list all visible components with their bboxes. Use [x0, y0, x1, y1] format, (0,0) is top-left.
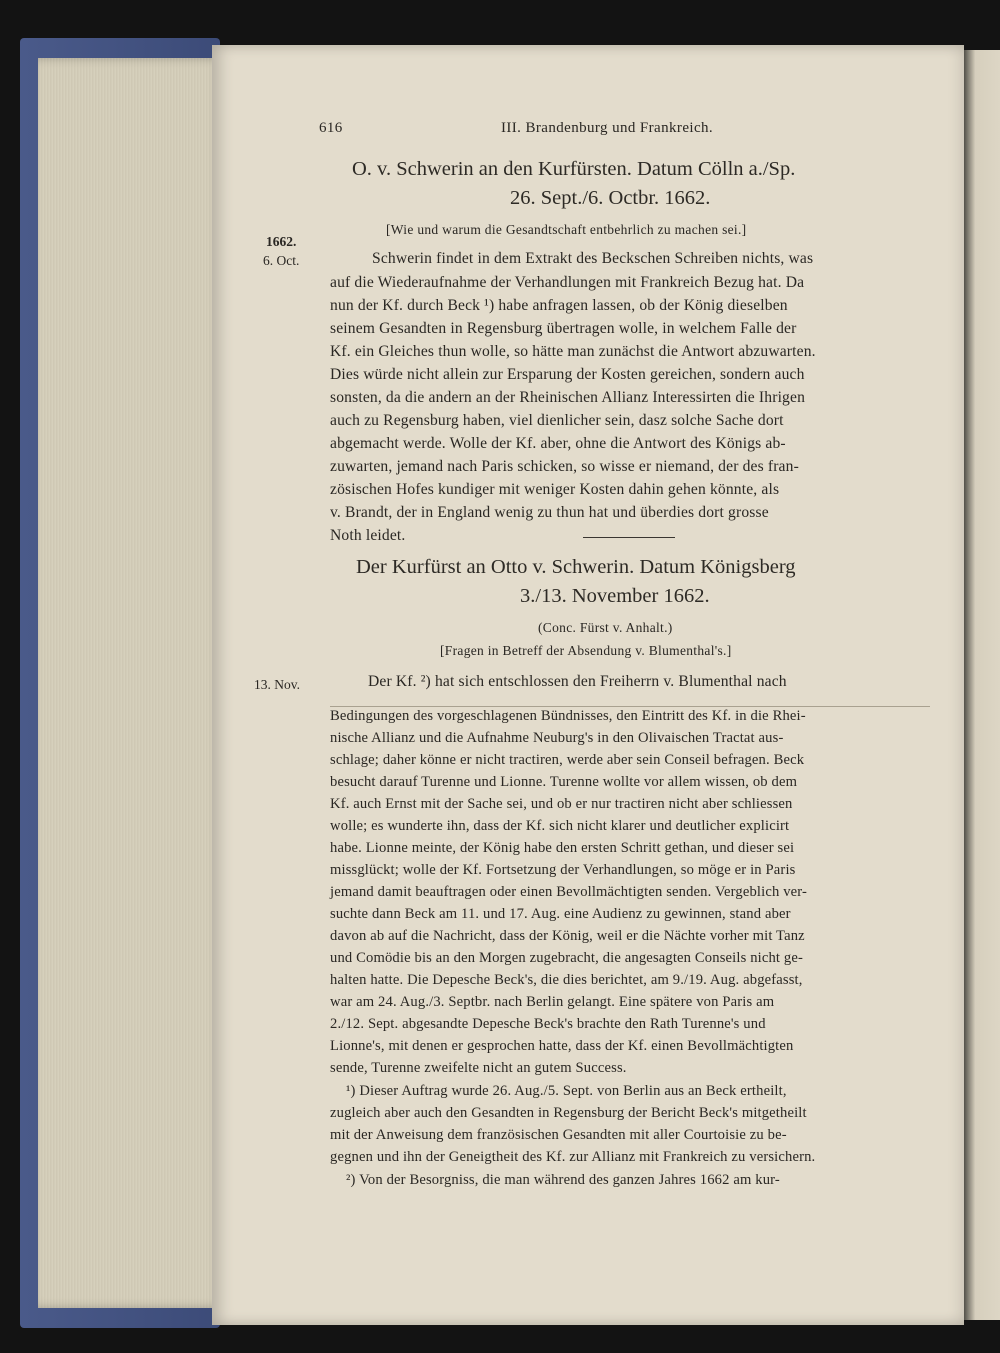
section1-line: Kf. ein Gleiches thun wolle, so hätte man zunächst die Antwort abzuwarten.: [330, 343, 816, 360]
footnote-line: Kf. auch Ernst mit der Sache sei, und ob er nur tractiren nicht aber schliessen: [330, 796, 793, 812]
footnote-line: besucht darauf Turenne und Lionne. Turenne wollte vor allem wissen, ob dem: [330, 774, 798, 790]
page-number: 616: [319, 120, 343, 136]
footnote-line: wolle; es wunderte ihn, dass der Kf. sich nicht klarer und deutlicher explicirt: [330, 818, 790, 834]
footnote-line: 2./12. Sept. abgesandte Depesche Beck's brachte den Rath Turenne's und: [330, 1016, 766, 1032]
footnote-line: und Comödie bis an den Morgen zugebracht, die angesagten Conseils nicht ge-: [330, 950, 804, 966]
section1-title-line2: 26. Sept./6. Octbr. 1662.: [510, 187, 711, 209]
margin-date-oct: 6. Oct.: [263, 253, 300, 268]
margin-date-nov: 13. Nov.: [254, 677, 300, 692]
section1-line: sonsten, da die andern an der Rheinischen Allianz Interessirten die Ihrigen: [330, 389, 806, 406]
margin-year: 1662.: [266, 234, 297, 249]
footnote-line: war am 24. Aug./3. Septbr. nach Berlin gelangt. Eine spätere von Paris am: [330, 994, 775, 1010]
section2-title-line1: Der Kurfürst an Otto v. Schwerin. Datum Königsberg: [356, 556, 796, 578]
section1-summary: [Wie und warum die Gesandtschaft entbehrlich zu machen sei.]: [386, 222, 747, 237]
section1-line: v. Brandt, der in England wenig zu thun hat und überdies dort grosse: [330, 504, 769, 521]
section1-line: Noth leidet.: [330, 527, 406, 544]
footnote-line: halten hatte. Die Depesche Beck's, die dies berichtet, am 9./19. Aug. abgefasst,: [330, 972, 803, 988]
footnote-line: Lionne's, mit denen er gesprochen hatte, dass der Kf. einen Bevollmächtigten: [330, 1038, 794, 1054]
section1-line: Dies würde nicht allein zur Ersparung der Kosten gereichen, sondern auch: [330, 366, 805, 383]
footnote-line: schlage; daher könne er nicht tractiren, werde aber sein Conseil befragen. Beck: [330, 752, 805, 768]
footnote-line: Bedingungen des vorgeschlagenen Bündnisses, den Eintritt des Kf. in die Rhei-: [330, 708, 806, 724]
running-title: III. Brandenburg und Frankreich.: [501, 120, 714, 136]
section1-line: abgemacht werde. Wolle der Kf. aber, ohne die Antwort des Königs ab-: [330, 435, 786, 452]
section1-line: zuwarten, jemand nach Paris schicken, so wisse er niemand, der des fran-: [330, 458, 799, 475]
footnote-rule: [330, 706, 930, 707]
section1-line: auf die Wiederaufnahme der Verhandlungen mit Frankreich Bezug hat. Da: [330, 274, 805, 291]
page-edges: [38, 58, 224, 1308]
footnote1-line: mit der Anweisung dem französischen Gesandten mit aller Courtoisie zu be-: [330, 1127, 787, 1143]
footnote2-line: ²) Von der Besorgniss, die man während des ganzen Jahres 1662 am kur-: [346, 1172, 780, 1188]
footnote-line: missglückt; wolle der Kf. Fortsetzung der Verhandlungen, so möge er in Paris: [330, 862, 796, 878]
footnote-line: suchte dann Beck am 11. und 17. Aug. eine Audienz zu gewinnen, stand aber: [330, 906, 791, 922]
section1-title-line1: O. v. Schwerin an den Kurfürsten. Datum Cölln a./Sp.: [352, 158, 796, 180]
footnote-line: jemand damit beauftragen oder einen Bevollmächtigten senden. Vergeblich ver-: [330, 884, 807, 900]
section1-line: zösischen Hofes kundiger mit weniger Kosten dahin gehen könnte, als: [330, 481, 780, 498]
section-separator: [583, 537, 675, 538]
section1-line: seinem Gesandten in Regensburg übertragen wolle, in welchem Falle der: [330, 320, 797, 337]
next-page-edge: [962, 50, 1000, 1320]
section1-line: Schwerin findet in dem Extrakt des Beckschen Schreiben nichts, was: [372, 250, 814, 267]
footnote1-line: zugleich aber auch den Gesandten in Regensburg der Bericht Beck's mitgetheilt: [330, 1105, 807, 1121]
section1-line: nun der Kf. durch Beck ¹) habe anfragen lassen, ob der König dieselben: [330, 297, 788, 314]
footnote1-line: gegnen und ihn der Geneigtheit des Kf. zur Allianz mit Frankreich zu versichern.: [330, 1149, 816, 1165]
footnote-line: nische Allianz und die Aufnahme Neuburg's in den Olivaischen Tractat aus-: [330, 730, 784, 746]
footnote-line: sende, Turenne zweifelte nicht an gutem Success.: [330, 1060, 627, 1076]
footnote-line: davon ab auf die Nachricht, dass der König, weil er die Nächte vorher mit Tanz: [330, 928, 805, 944]
footnote-line: habe. Lionne meinte, der König habe den ersten Schritt gethan, und dieser sei: [330, 840, 795, 856]
section2-first-line: Der Kf. ²) hat sich entschlossen den Freiherrn v. Blumenthal nach: [368, 673, 787, 690]
section2-summary: [Fragen in Betreff der Absendung v. Blumenthal's.]: [440, 643, 732, 658]
section1-line: auch zu Regensburg haben, viel dienlicher sein, dasz solche Sache dort: [330, 412, 784, 429]
section2-title-line2: 3./13. November 1662.: [520, 585, 710, 607]
footnote1-line: ¹) Dieser Auftrag wurde 26. Aug./5. Sept. von Berlin aus an Beck ertheilt,: [346, 1083, 787, 1099]
section2-conc: (Conc. Fürst v. Anhalt.): [538, 620, 673, 635]
